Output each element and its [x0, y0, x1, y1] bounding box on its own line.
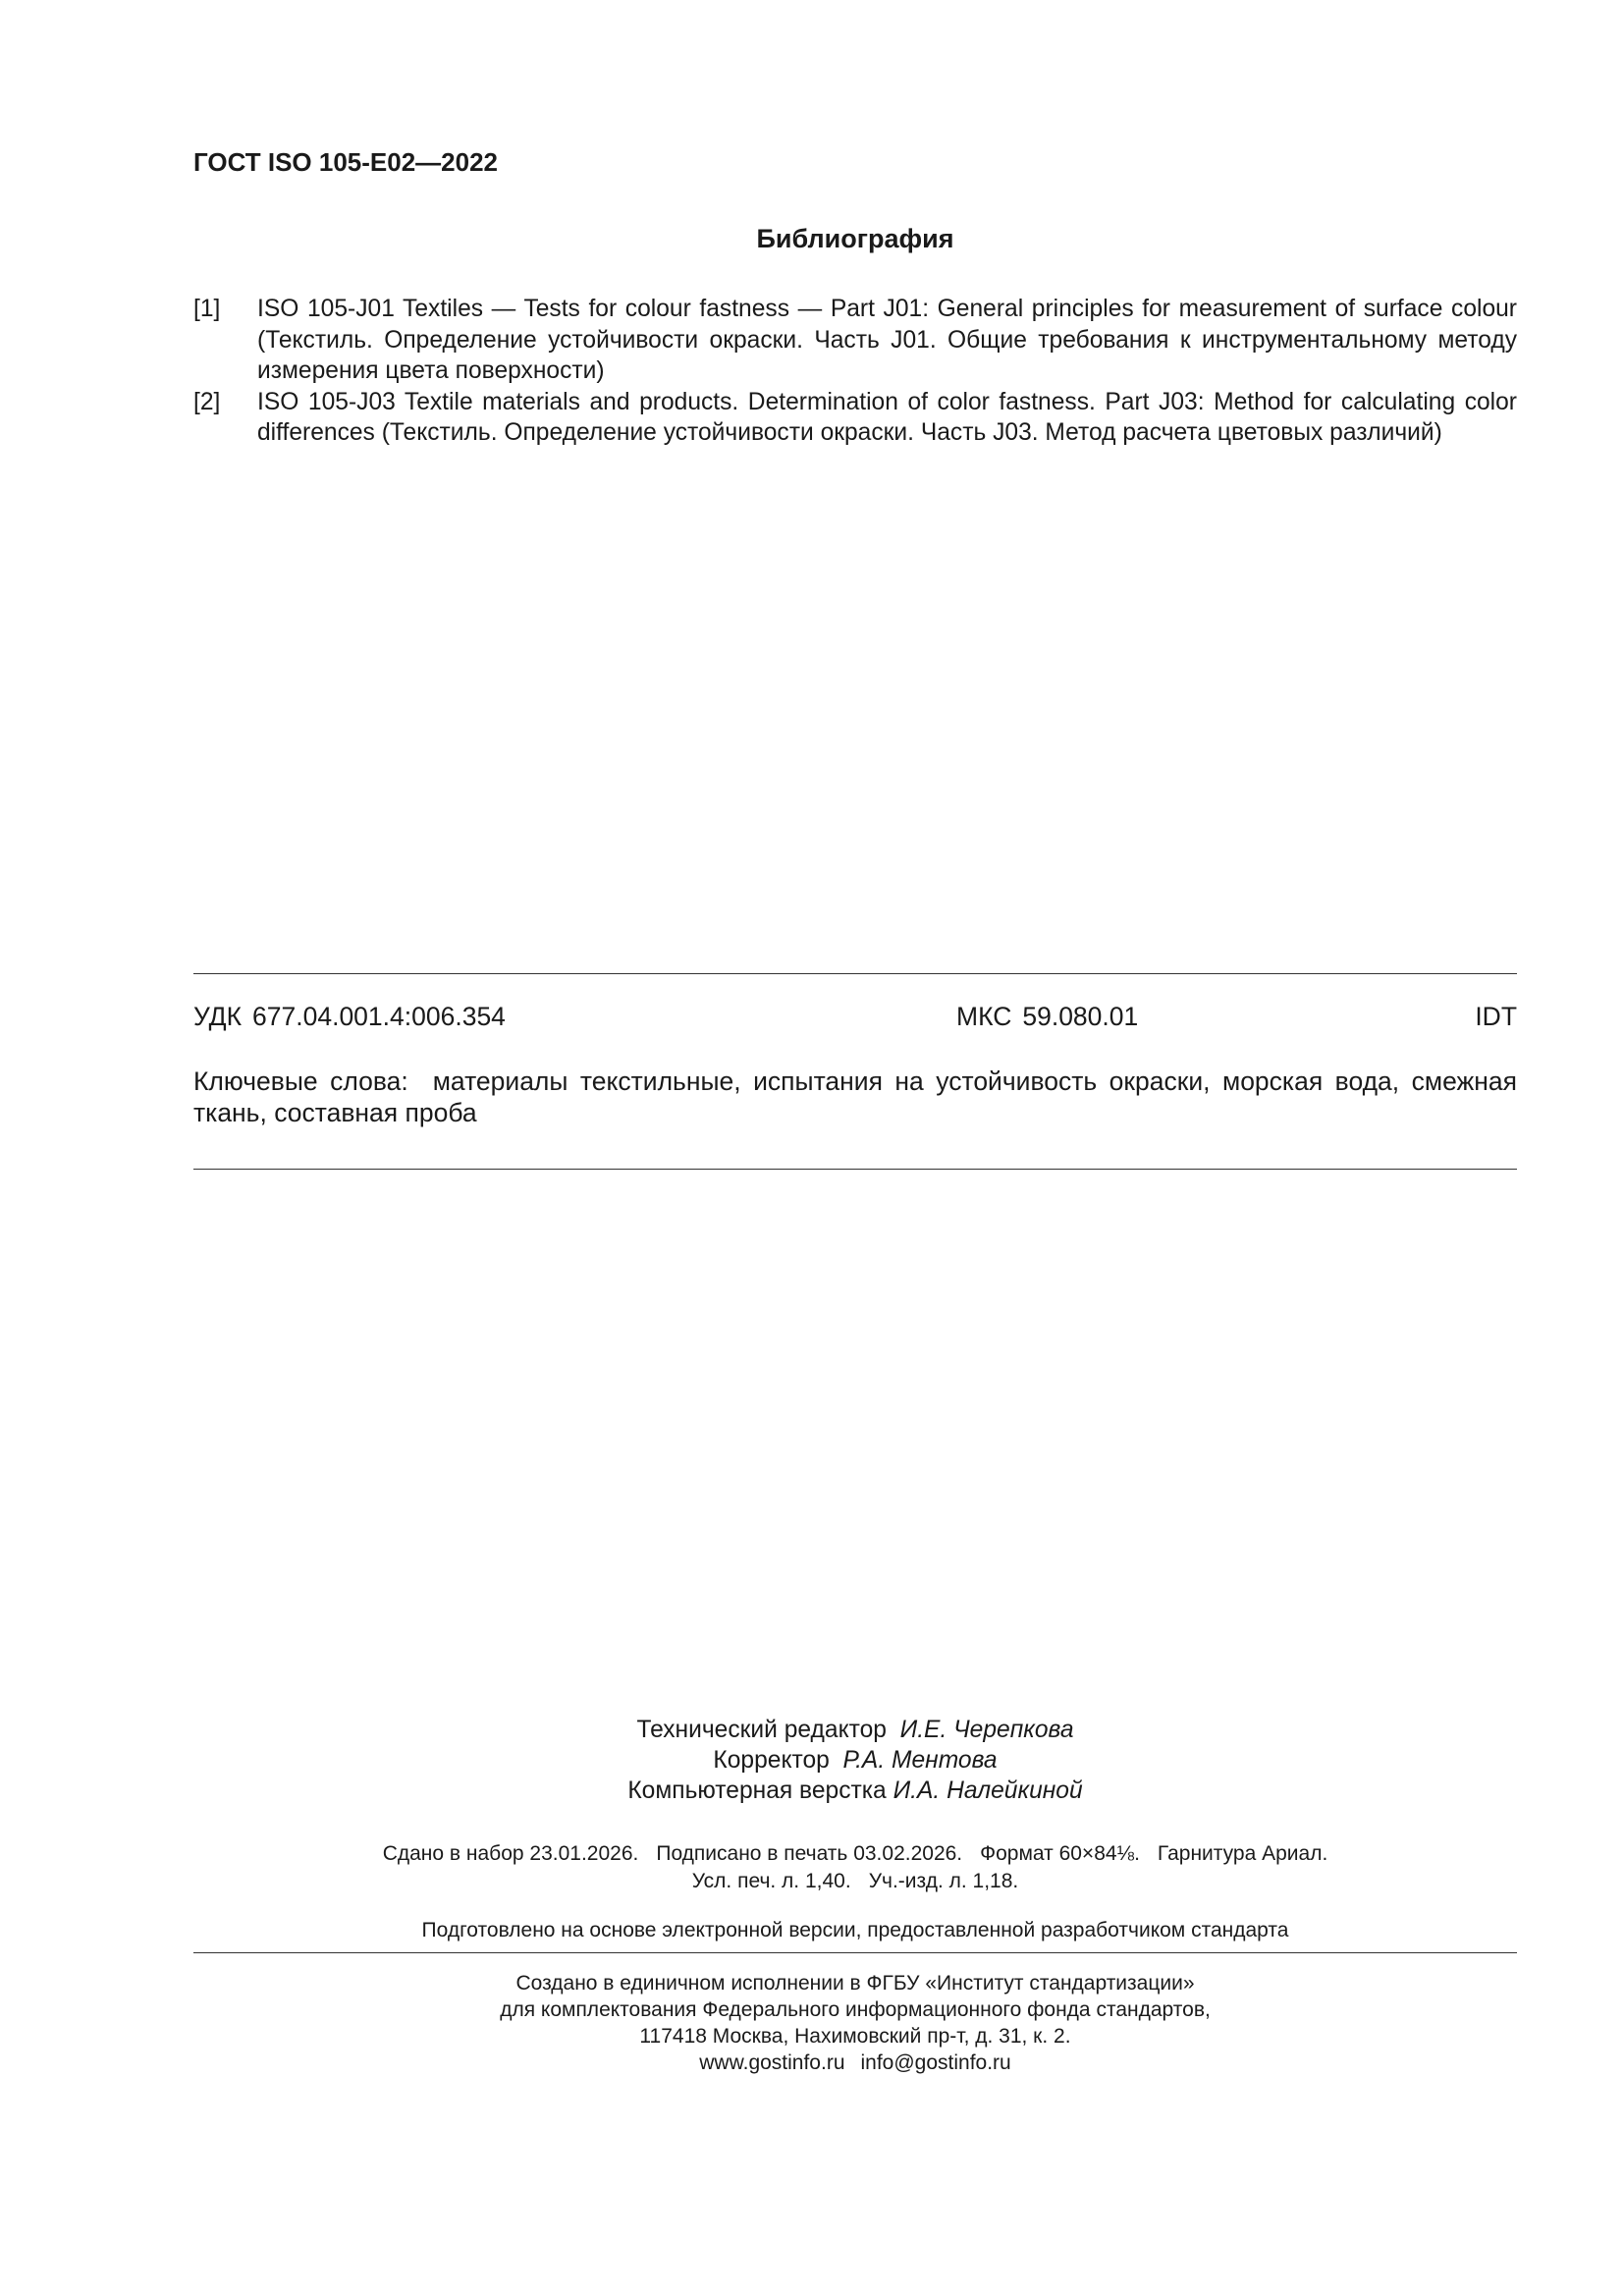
publisher-block: [193, 1970, 1517, 2076]
corrector-role: Корректор: [713, 1747, 830, 1774]
correspondence-degree: IDT: [1475, 1002, 1517, 1031]
mks-value: 59.080.01: [1022, 1002, 1139, 1031]
prepared-note: Подготовлено на основе электронной версии, предоставленной разработчиком стандарта: [421, 1919, 1289, 1941]
udk-code: [193, 1002, 506, 1032]
bibliography-item-number: [1]: [193, 296, 221, 322]
keywords: [193, 1066, 1517, 1128]
print-sheets: Усл. печ. л. 1,40.: [691, 1870, 851, 1892]
publisher-contacts: [193, 2050, 1517, 2076]
udk-value: 677.04.001.4:006.354: [252, 1002, 506, 1031]
classification-row: [193, 1002, 1517, 1035]
tech-editor-role: Технический редактор: [636, 1717, 887, 1743]
layout-line: [193, 1776, 1517, 1806]
mks-code: [956, 1002, 1138, 1032]
bibliography-item-text: ISO 105-J01 Textiles — Tests for colour fastness — Part J01: General principles for measurement of surface colour (Текстиль. Определение устойчивости окраски. Часть J01. Общие требования к инструментальному методу измерения цвета поверхности): [257, 296, 1517, 384]
corrector-line: [193, 1745, 1517, 1776]
publisher-line-2: для комплектования Федерального информационного фонда стандартов,: [500, 1998, 1211, 2021]
layout-name: И.А. Налейкиной: [893, 1777, 1083, 1804]
divider-bottom: [193, 1952, 1517, 1953]
paper-format: Формат 60×84⅛.: [980, 1842, 1140, 1865]
bibliography-item-1: [193, 294, 1517, 387]
bibliography-item-number: [2]: [193, 388, 221, 415]
corrector-name: Р.А. Ментова: [842, 1747, 998, 1774]
keywords-label: Ключевые слова:: [193, 1066, 408, 1096]
divider-top: [193, 973, 1517, 974]
signed-date: Подписано в печать 03.02.2026.: [656, 1842, 963, 1865]
publisher-line-1: Создано в единичном исполнении в ФГБУ «Институт стандартизации»: [515, 1972, 1195, 1995]
bibliography-item-text: ISO 105-J03 Textile materials and products. Determination of color fastness. Part J03: Method for calculating color differences (Текстиль. Определение устойчивости окраски. Часть J03. Метод расчета цветовых различий): [257, 388, 1517, 446]
bibliography-list: [193, 294, 1517, 449]
submitted-date: Сдано в набор 23.01.2026.: [382, 1842, 639, 1865]
divider-middle: [193, 1169, 1517, 1170]
udk-label: УДК: [193, 1002, 243, 1031]
print-info-line-1: [193, 1840, 1517, 1868]
print-info-line-2: [193, 1868, 1517, 1895]
document-code: ГОСТ ISO 105-E02—2022: [193, 147, 499, 177]
publisher-address: 117418 Москва, Нахимовский пр-т, д. 31, к. 2.: [639, 2025, 1071, 2048]
bibliography-item-2: [193, 387, 1517, 449]
email-link[interactable]: info@gostinfo.ru: [860, 2051, 1011, 2074]
typeface: Гарнитура Ариал.: [1157, 1842, 1328, 1865]
tech-editor-name: И.Е. Черепкова: [899, 1717, 1074, 1743]
layout-role: Компьютерная верстка: [627, 1777, 887, 1804]
credits-block: [193, 1715, 1517, 1806]
mks-label: МКС: [956, 1002, 1012, 1031]
publisher-sheets: Уч.-изд. л. 1,18.: [868, 1870, 1019, 1892]
print-info: [193, 1840, 1517, 1895]
keywords-text: материалы текстильные, испытания на устойчивость окраски, морская вода, смежная ткань, составная проба: [193, 1066, 1518, 1127]
bibliography-title: Библиография: [756, 224, 954, 253]
tech-editor-line: [193, 1715, 1517, 1745]
website-link[interactable]: www.gostinfo.ru: [699, 2051, 845, 2074]
